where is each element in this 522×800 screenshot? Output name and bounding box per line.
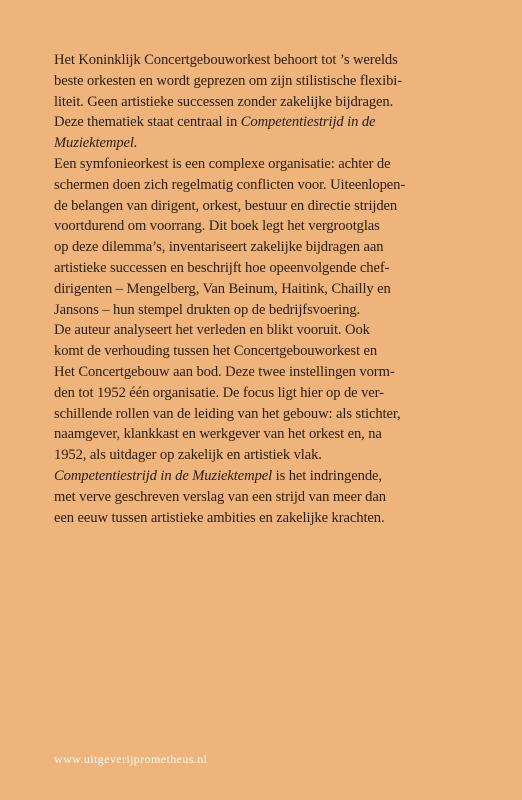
blurb-line [54,383,474,404]
book-title-italic: Muziektempel. [54,135,138,152]
blurb-line [54,466,474,487]
blurb-line [54,445,474,466]
blurb-text: den tot 1952 één organisatie. De focus ligt hier op de ver- [54,384,384,401]
blurb-text: liteit. Geen artistieke successen zonder zakelijke bijdragen. [54,93,394,110]
blurb-line [54,279,474,300]
blurb-line [54,71,474,92]
blurb-line [54,92,474,113]
back-cover-blurb [54,50,474,528]
publisher-website: www.uitgeverijprometheus.nl [54,752,208,766]
blurb-text: Een symfonieorkest is een complexe organisatie: achter de [54,155,391,172]
blurb-text: de belangen van dirigent, orkest, bestuur en directie strijden [54,197,398,214]
blurb-line [54,50,474,71]
blurb-text: 1952, als uitdager op zakelijk en artistiek vlak. [54,447,322,464]
blurb-text: Het Koninklijk Concertgebouworkest behoort tot ’s werelds [54,52,398,68]
blurb-line [54,487,474,508]
blurb-line [54,404,474,425]
blurb-line [54,216,474,237]
blurb-text: schermen doen zich regelmatig conflicten voor. Uiteenlopen- [54,176,406,193]
blurb-text: Deze thematiek staat centraal in [54,114,241,131]
blurb-line [54,300,474,321]
blurb-line [54,341,474,362]
blurb-text: dirigenten – Mengelberg, Van Beinum, Haitink, Chailly en [54,280,391,297]
blurb-text: met verve geschreven verslag van een strijd van meer dan [54,488,386,505]
blurb-line [54,508,474,529]
blurb-text: De auteur analyseert het verleden en blikt vooruit. Ook [54,322,370,339]
blurb-line [54,154,474,175]
blurb-text: een eeuw tussen artistieke ambities en zakelijke krachten. [54,509,385,526]
blurb-text: op deze dilemma’s, inventariseert zakelijke bijdragen aan [54,239,384,256]
blurb-line [54,112,474,133]
blurb-text: Het Concertgebouw aan bod. Deze twee instellingen vorm- [54,363,395,380]
blurb-line [54,424,474,445]
blurb-line [54,175,474,196]
book-title-italic: Competentiestrijd in de [240,114,376,131]
blurb-text: naamgever, klankkast en werkgever van het orkest en, na [54,426,382,443]
blurb-text: schillende rollen van de leiding van het gebouw: als stichter, [54,405,401,422]
blurb-text: beste orkesten en wordt geprezen om zijn stilistische flexibi- [54,72,402,89]
blurb-line [54,237,474,258]
blurb-line [54,133,474,154]
blurb-line [54,196,474,217]
book-title-italic: Competentiestrijd in de Muziektempel [54,467,273,484]
blurb-text: artistieke successen en beschrijft hoe opeenvolgende chef- [54,259,390,276]
blurb-line [54,258,474,279]
blurb-line [54,362,474,383]
blurb-text: voortdurend om voorrang. Dit boek legt het vergrootglas [54,218,380,235]
blurb-line [54,320,474,341]
blurb-text: Jansons – hun stempel drukten op de bedrijfsvoering. [54,301,361,318]
blurb-text: komt de verhouding tussen het Concertgebouworkest en [54,343,378,360]
blurb-text: is het indringende, [272,467,382,484]
